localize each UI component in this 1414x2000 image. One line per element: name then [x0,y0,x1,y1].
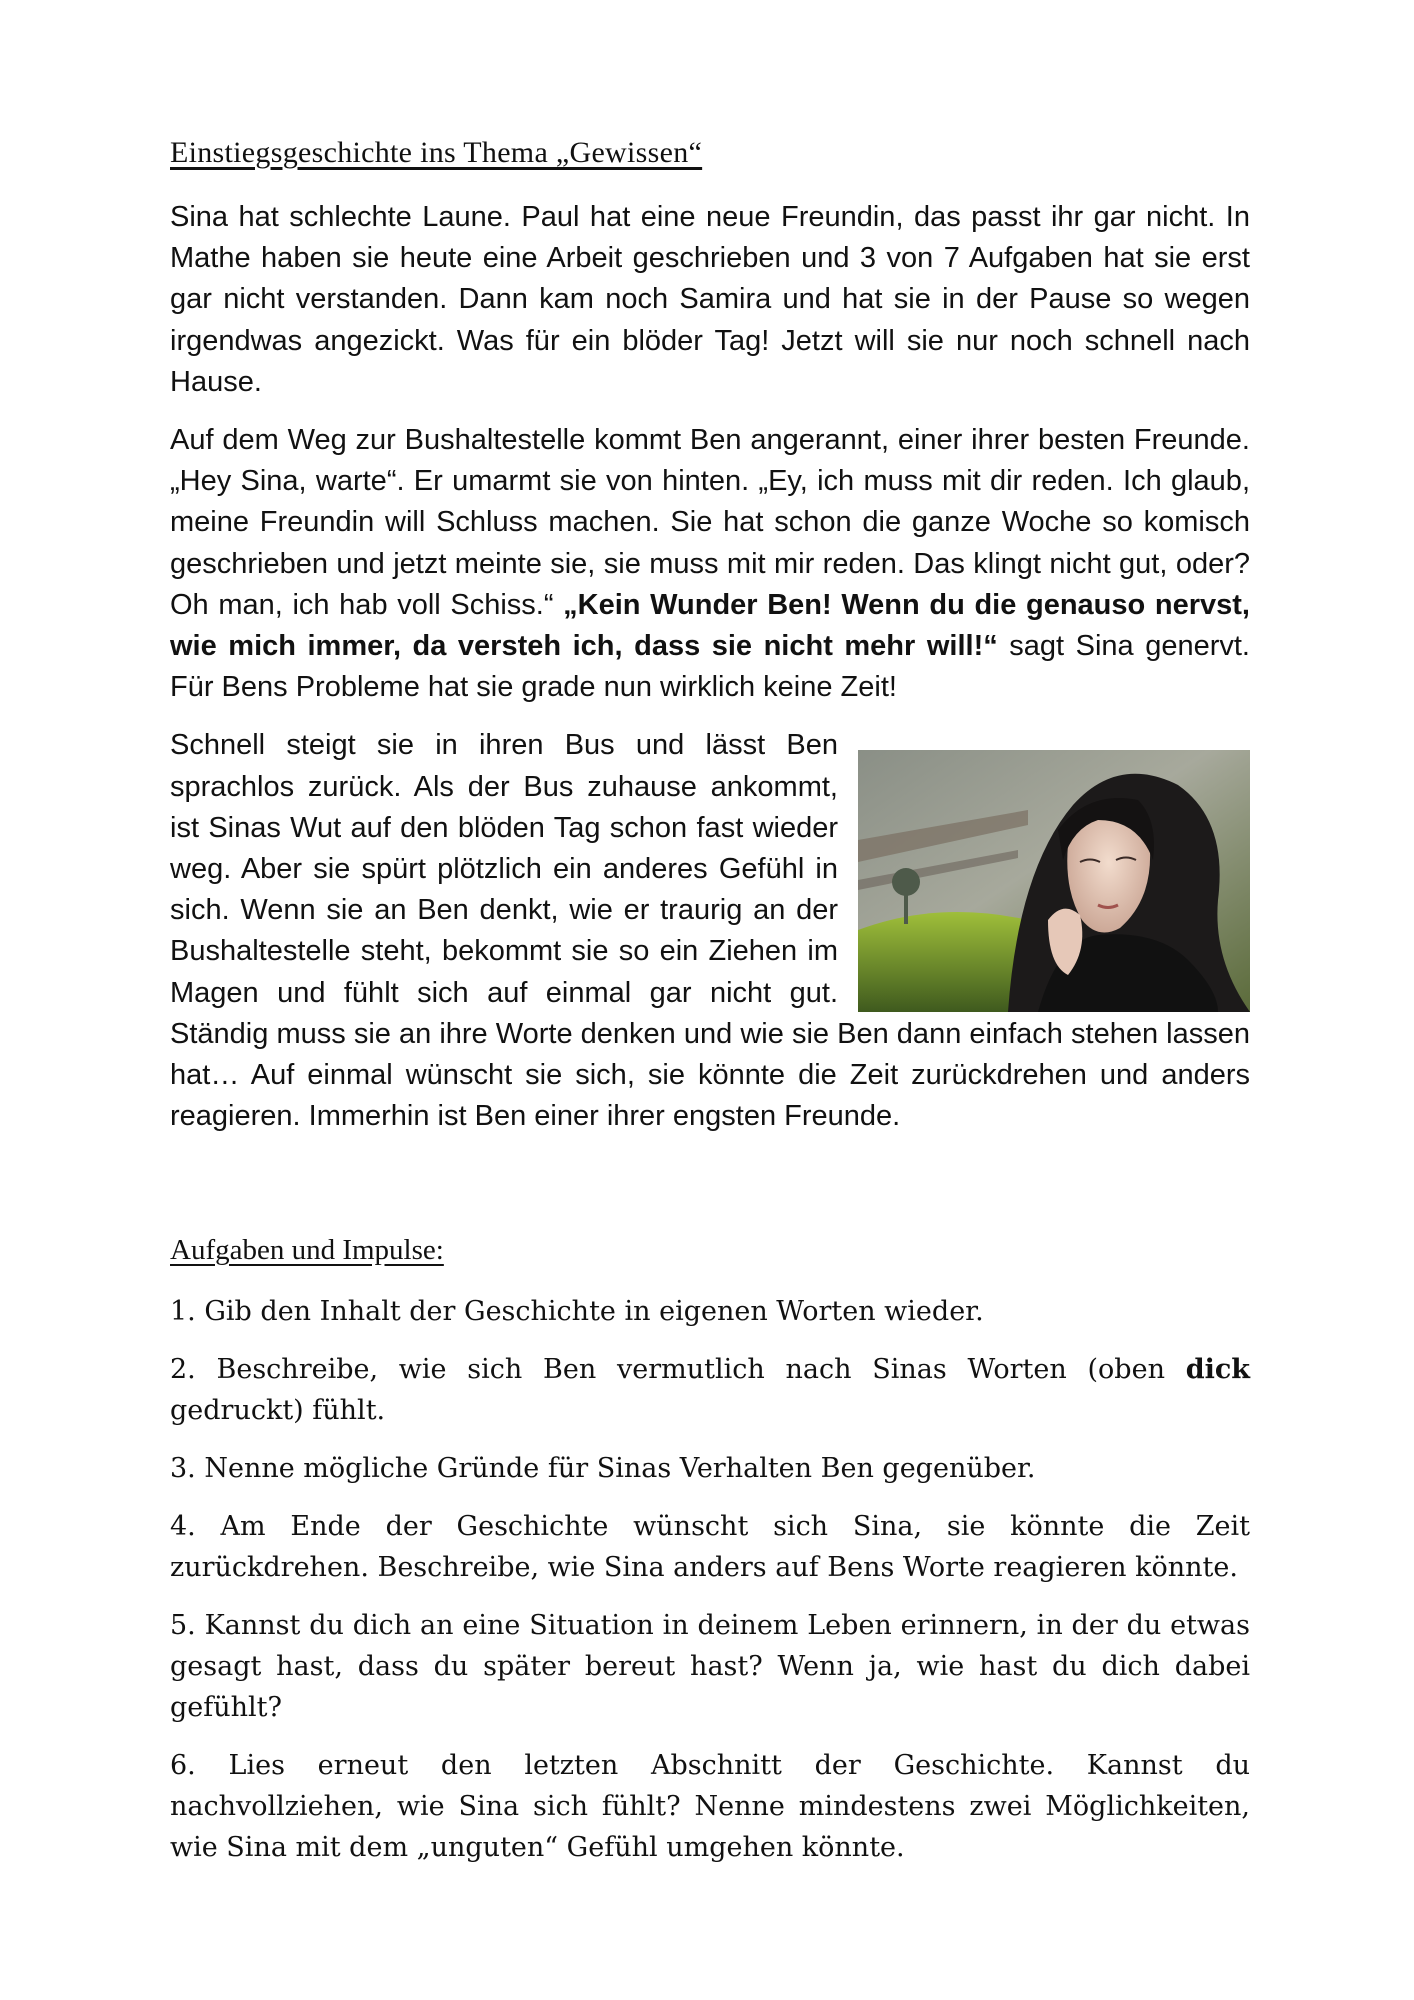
task-6: 6. Lies erneut den letzten Abschnitt der Geschichte. Kannst du nachvollziehen, wie Sina sich fühlt? Nenne mindestens zwei Möglichkeiten, wie Sina mit dem „unguten“ Gefühl umgehen könnte. [170,1750,1250,1863]
task-2-bold-word: dick [1185,1354,1250,1385]
story-paragraph-2 [170,420,1250,708]
girl-photo-illustration [858,750,1250,1012]
story-paragraph-3 [170,725,1250,1137]
task-4: 4. Am Ende der Geschichte wünscht sich Sina, sie könnte die Zeit zurückdrehen. Beschreibe, wie Sina anders auf Bens Worte reagieren könnte. [170,1511,1250,1583]
task-2-start: 2. Beschreibe, wie sich Ben vermutlich nach Sinas Worten (oben [170,1354,1186,1385]
task-1: 1. Gib den Inhalt der Geschichte in eigenen Worten wieder. [170,1296,984,1327]
story-paragraph-2-end: sagt Sina genervt. Für Bens Probleme hat sie grade nun wirklich keine Zeit! [170,630,1250,704]
task-3: 3. Nenne mögliche Gründe für Sinas Verhalten Ben gegenüber. [170,1453,1036,1484]
story-paragraph-2-start: Auf dem Weg zur Bushaltestelle kommt Ben angerannt, einer ihrer besten Freunde. „Hey Sina, warte“. Er umarmt sie von hinten. „Ey, ich muss mit dir reden. Ich glaub, meine Freundin will Schluss machen. Sie hat schon die ganze Woche so komisch geschrieben und jetzt meinte sie, sie muss mit mir reden. Das klingt nicht gut, oder? Oh man, ich hab voll Schiss.“ [170,424,1250,621]
task-2 [170,1349,1250,1431]
tasks-heading: Aufgaben und Impulse: [170,1234,444,1266]
task-5: 5. Kannst du dich an eine Situation in deinem Leben erinnern, in der du etwas gesagt hast, dass du später bereut hast? Wenn ja, wie hast du dich dabei gefühlt? [170,1610,1250,1723]
tasks-section [170,1230,1250,1885]
sina-quote-bold: „Kein Wunder Ben! Wenn du die genauso nervst, wie mich immer, da versteh ich, dass sie nicht mehr will!“ [170,588,1250,663]
task-2-end: gedruckt) fühlt. [170,1395,386,1426]
document-title: Einstiegsgeschichte ins Thema „Gewissen“ [170,136,703,169]
story-paragraph-3-text: Schnell steigt sie in ihren Bus und lässt Ben sprachlos zurück. Als der Bus zuhause ankommt, ist Sinas Wut auf den blöden Tag schon fast wieder weg. Aber sie spürt plötzlich ein anderes Gefühl in sich. Wenn sie an Ben denkt, wie er traurig an der Bushaltestelle steht, bekommt sie so ein Ziehen im Magen und fühlt sich auf einmal gar nicht gut. Ständig muss sie an ihre Worte denken und wie sie Ben dann einfach stehen lassen hat… Auf einmal wünscht sie sich, sie könnte die Zeit zurückdrehen und anders reagieren. Immerhin ist Ben einer ihrer engsten Freunde. [170,729,1250,1133]
story-paragraph-1: Sina hat schlechte Laune. Paul hat eine neue Freundin, das passt ihr gar nicht. In Mathe haben sie heute eine Arbeit geschrieben und 3 von 7 Aufgaben hat sie erst gar nicht verstanden. Dann kam noch Samira und hat sie in der Pause so wegen irgendwas angezickt. Was für ein blöder Tag! Jetzt will sie nur noch schnell nach Hause. [170,201,1250,398]
story-text [170,197,1250,1137]
